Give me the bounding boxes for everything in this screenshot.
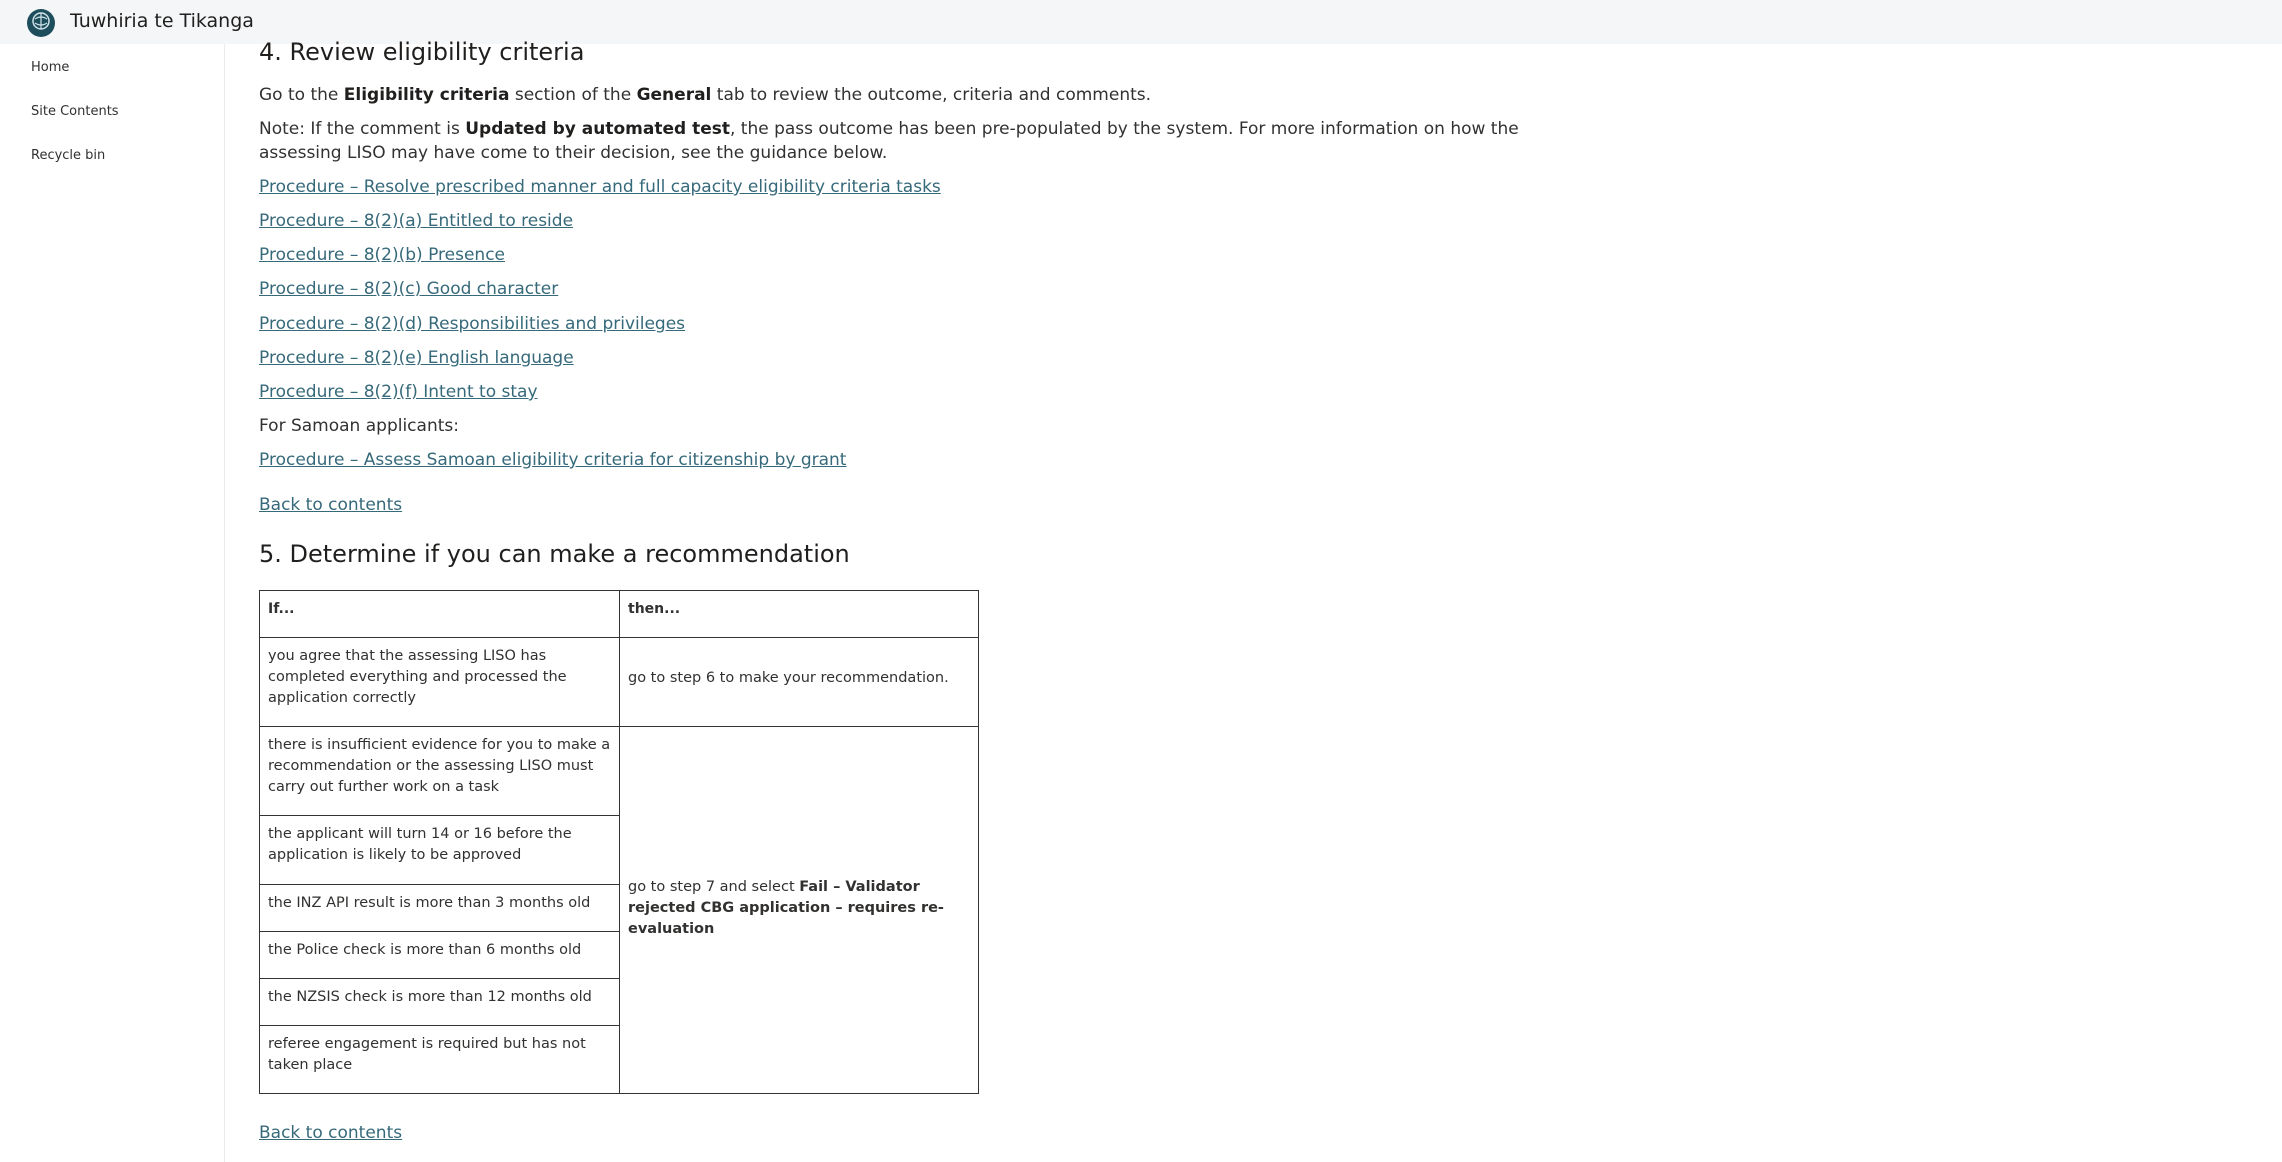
intro-text: section of the — [509, 85, 637, 105]
table-header-if: If... — [259, 590, 620, 638]
site-logo[interactable] — [27, 9, 55, 37]
nav-item-site-contents[interactable]: Site Contents — [31, 104, 119, 119]
back-to-contents-link[interactable]: Back to contents — [259, 1123, 403, 1143]
then-bold-fail-option: Fail – Validator rejected CBG application – requires re-evaluation — [628, 879, 944, 937]
procedure-link-responsibilities[interactable]: Procedure – 8(2)(d) Responsibilities and privileges — [259, 314, 686, 334]
procedure-link-entitled-to-reside[interactable]: Procedure – 8(2)(a) Entitled to reside — [259, 211, 574, 231]
table-row-if: the INZ API result is more than 3 months old — [259, 884, 620, 932]
procedure-link-samoan-eligibility[interactable]: Procedure – Assess Samoan eligibility criteria for citizenship by grant — [259, 450, 847, 470]
note-text: , the pass outcome has been pre-populated by the system. For more information on how the — [729, 119, 1519, 139]
compass-globe-icon — [31, 11, 51, 35]
table-row-then: go to step 6 to make your recommendation. — [619, 637, 979, 727]
nav-item-home[interactable]: Home — [31, 60, 70, 75]
section-4-note — [259, 117, 1519, 165]
note-text: assessing LISO may have come to their decision, see the guidance below. — [259, 143, 888, 163]
note-bold: Updated by automated test — [465, 119, 730, 139]
decision-table — [259, 590, 979, 1094]
left-navigation — [0, 44, 225, 1162]
procedure-link-intent-to-stay[interactable]: Procedure – 8(2)(f) Intent to stay — [259, 382, 538, 402]
table-row-if: there is insufficient evidence for you to make a recommendation or the assessing LISO must carry out further work on a task — [259, 726, 620, 816]
section-4-heading: 4. Review eligibility criteria — [259, 38, 585, 66]
table-row-if: referee engagement is required but has not taken place — [259, 1025, 620, 1094]
intro-text: Go to the — [259, 85, 344, 105]
samoan-label: For Samoan applicants: — [259, 416, 459, 436]
procedure-link-presence[interactable]: Procedure – 8(2)(b) Presence — [259, 245, 506, 265]
section-5-heading: 5. Determine if you can make a recommendation — [259, 540, 850, 568]
then-text: go to step 7 and select — [628, 879, 800, 895]
intro-bold-eligibility: Eligibility criteria — [343, 85, 510, 105]
procedure-link-english-language[interactable]: Procedure – 8(2)(e) English language — [259, 348, 574, 368]
table-row-if: the applicant will turn 14 or 16 before the application is likely to be approved — [259, 815, 620, 885]
procedure-link-prescribed-manner[interactable]: Procedure – Resolve prescribed manner and full capacity eligibility criteria tasks — [259, 177, 941, 197]
table-row-if: the NZSIS check is more than 12 months old — [259, 978, 620, 1026]
nav-item-recycle-bin[interactable]: Recycle bin — [31, 148, 106, 163]
procedure-link-good-character[interactable]: Procedure – 8(2)(c) Good character — [259, 279, 559, 299]
section-4-intro — [259, 83, 1151, 107]
table-row-if: you agree that the assessing LISO has completed everything and processed the application correctly — [259, 637, 620, 727]
intro-text: tab to review the outcome, criteria and comments. — [711, 85, 1152, 105]
table-row-if: the Police check is more than 6 months old — [259, 931, 620, 979]
table-row-then-fail — [619, 726, 979, 1094]
back-to-contents-link[interactable]: Back to contents — [259, 495, 403, 515]
site-title[interactable]: Tuwhiria te Tikanga — [70, 10, 254, 32]
intro-bold-general: General — [636, 85, 712, 105]
table-header-then: then... — [619, 590, 979, 638]
note-text: Note: If the comment is — [259, 119, 466, 139]
